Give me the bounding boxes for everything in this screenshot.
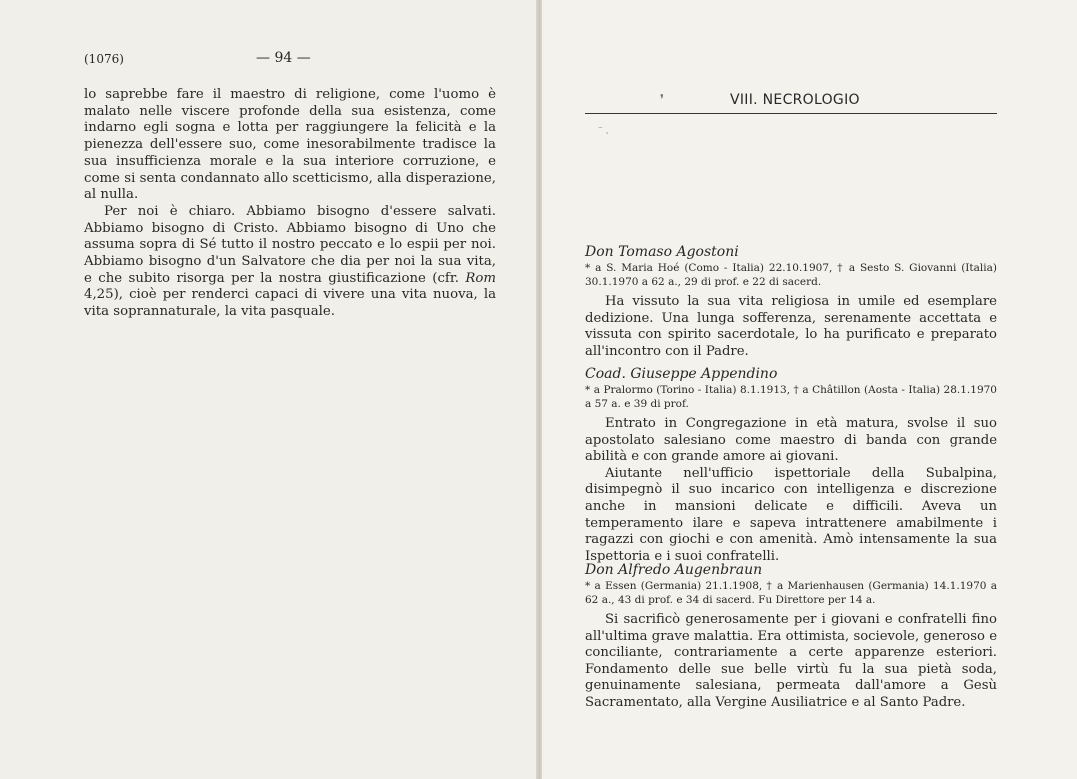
left-page [0,0,538,779]
left-page-body [84,87,496,321]
body-paragraph: lo saprebbe fare il maestro di religione, come l'uomo è malato nelle viscere profonde della sua esistenza, come indarno egli sogna e lotta per raggiungere la felicità e la pienezza dell'essere suo, come inesorabilmente tradisce la sua insufficienza morale e la sua interiore corruzione, e come si senta condannato allo scetticismo, alla disperazione, al nulla. [84,87,496,203]
section-divider [585,113,997,114]
entry-meta: * a S. Maria Hoé (Como - Italia) 22.10.1907, † a Sesto S. Giovanni (Italia) 30.1.1970 a 62 a., 29 di prof. e 22 di sacerd. [585,262,997,288]
scripture-reference: Rom [465,270,496,286]
paragraph-text: Per noi è chiaro. Abbiamo bisogno d'essere salvati. Abbiamo bisogno di Cristo. Abbiamo bisogno di Uno che assuma sopra di Sé tutto il nostro peccato e lo espii per noi. Abbiamo bisogno d'un Salvatore che dia per noi la sua vita, e che subito risorga per la nostra giustificazione (cfr. [84,203,496,286]
entry-paragraph: Entrato in Congregazione in età matura, svolse il suo apostolato salesiano come maestro di banda con grande abilità e con grande amore ai giovani. [585,416,997,465]
entry-name: Coad. Giuseppe Appendino [585,366,778,382]
entry-paragraph: Ha vissuto la sua vita religiosa in umile ed esemplare dedizione. Una lunga sofferenza, serenamente accettata e vissuta con spirito sacerdotale, lo ha purificato e preparato all'incontro con il Padre. [585,294,997,359]
ink-mark: ❜ [660,92,664,106]
header-number: (1076) [84,52,124,66]
entry-meta: * a Pralormo (Torino - Italia) 8.1.1913, † a Châtillon (Aosta - Italia) 28.1.1970 a 57 a. e 39 di prof. [585,384,997,410]
body-paragraph [84,204,496,321]
section-title: VIII. NECROLOGIO [730,92,860,108]
page-number: — 94 — [256,50,311,66]
entry-name: Don Alfredo Augenbraun [585,562,763,578]
entry-paragraph: Si sacrificò generosamente per i giovani e confratelli fino all'ultima grave malattia. Era ottimista, socievole, generoso e conciliante, contrariamente a certe apparenze esteriori. Fondamento delle sue belle virtù fu la sua pietà soda, genuinamente salesiana, permeata dall'amore a Gesù Sacramentato, alla Vergine Ausiliatrice e al Santo Padre. [585,612,997,710]
entry-name: Don Tomaso Agostoni [585,244,739,260]
entry-meta: * a Essen (Germania) 21.1.1908, † a Marienhausen (Germania) 14.1.1970 a 62 a., 43 di prof. e 34 di sacerd. Fu Direttore per 14 a. [585,580,997,606]
ink-mark: ⁻ ˎ [598,125,609,135]
obituary-entry [585,244,997,360]
paragraph-text: 4,25), cioè per renderci capaci di vivere una vita nuova, la vita soprannaturale, la vita pasquale. [84,287,496,320]
entry-paragraph: Aiutante nell'ufficio ispettoriale della Subalpina, disimpegnò il suo incarico con intelligenza e discrezione anche in mansioni delicate e difficili. Aveva un temperamento ilare e sapeva intrattenere amabilmente i ragazzi con giochi e con amenità. Amò intensamente la sua Ispettoria e i suoi confratelli. [585,465,997,564]
obituary-entry [585,562,997,712]
obituary-entry [585,366,997,565]
